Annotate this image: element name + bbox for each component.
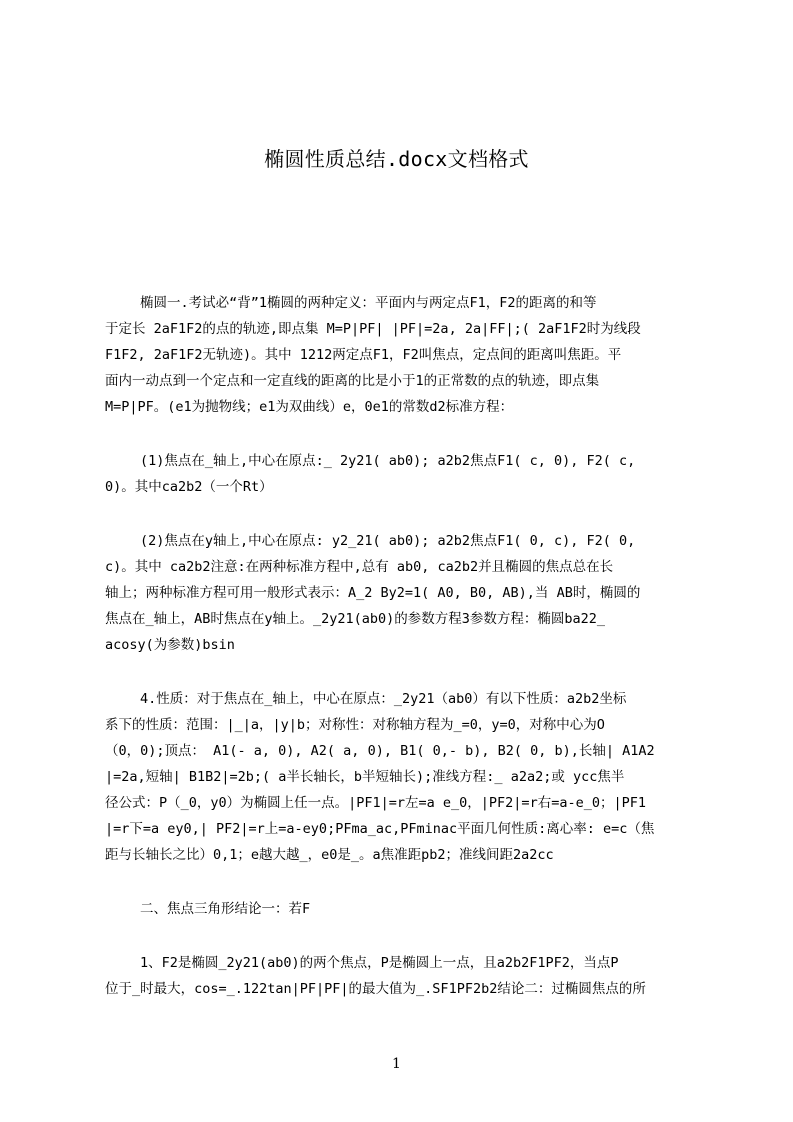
paragraph-3-line-5: acosy(为参数)bsin	[105, 637, 235, 653]
document-title: 椭圆性质总结.docx文档格式	[264, 147, 529, 171]
paragraph-1-line-2: 于定长 2aF1F2的点的轨迹,即点集 M=P|PF| |PF|=2a, 2a|FF|;( 2aF1F2时为线段	[105, 321, 641, 337]
paragraph-3-line-4: 焦点在_轴上，AB时焦点在y轴上。_2y21(ab0)的参数方程3参数方程：椭圆ba22_	[105, 611, 606, 627]
paragraph-1-line-3: F1F2, 2aF1F2无轨迹)。其中 1212两定点F1，F2叫焦点，定点间的距离叫焦距。平	[105, 347, 622, 363]
paragraph-4-line-4: |=2a,短轴| B1B2|=2b;( a半长轴长，b半短轴长);准线方程:_ a2a2;或 ycc焦半	[105, 769, 625, 785]
paragraph-1-line-5: M=P|PF。(e1为抛物线；e1为双曲线）e，0e1的常数d2标准方程：	[105, 399, 514, 415]
paragraph-5-line-1: 二、焦点三角形结论一：若F	[140, 901, 311, 917]
page-number: 1	[392, 1056, 401, 1072]
paragraph-4-line-5: 径公式：P（_0，y0）为椭圆上任一点。|PF1|=r左=a e_0，|PF2|=r右=a-e_0；|PF1	[105, 795, 646, 811]
paragraph-6-line-1: 1、F2是椭圆_2y21(ab0)的两个焦点，P是椭圆上一点，且a2b2F1PF2，当点P	[140, 955, 619, 971]
paragraph-1-line-4: 面内一动点到一个定点和一定直线的距离的比是小于1的正常数的点的轨迹，即点集	[105, 373, 600, 389]
paragraph-4-line-1: 4.性质：对于焦点在_轴上，中心在原点：_2y21（ab0）有以下性质：a2b2坐标	[140, 691, 627, 707]
paragraph-4-line-2: 系下的性质：范围：|_|a，|y|b；对称性：对称轴方程为_=0，y=0，对称中心为O	[105, 717, 605, 733]
paragraph-2-line-2: 0)。其中ca2b2（一个Rt）	[105, 479, 273, 495]
paragraph-3-line-1: (2)焦点在y轴上,中心在原点: y2_21( ab0); a2b2焦点F1( 0, c), F2( 0,	[140, 533, 636, 549]
paragraph-4-line-6: |=r下=a ey0,| PF2|=r上=a-ey0;PFma_ac,PFminac平面几何性质:离心率: e=c（焦	[105, 821, 655, 837]
paragraph-3-line-3: 轴上；两种标准方程可用一般形式表示：A_2 By2=1( A0, B0, AB),当 AB时，椭圆的	[105, 585, 641, 601]
paragraph-4-line-3: （0，0);顶点： A1(- a, 0), A2( a, 0), B1( 0,- b), B2( 0, b),长轴| A1A2	[105, 743, 655, 759]
paragraph-2-line-1: (1)焦点在_轴上,中心在原点:_ 2y21( ab0); a2b2焦点F1( c, 0), F2( c,	[140, 453, 636, 469]
paragraph-3-line-2: c)。其中 ca2b2注意:在两种标准方程中,总有 ab0, ca2b2并且椭圆的焦点总在长	[105, 559, 614, 575]
paragraph-6-line-2: 位于_时最大，cos=_.122tan|PF|PF|的最大值为_.SF1PF2b2结论二：过椭圆焦点的所	[105, 981, 646, 997]
paragraph-4-line-7: 距与长轴长之比）0,1；e越大越_，e0是_。a焦准距pb2；准线间距2a2cc	[105, 847, 554, 863]
paragraph-1-line-1: 椭圆一.考试必“背”1椭圆的两种定义：平面内与两定点F1，F2的距离的和等	[140, 295, 597, 311]
